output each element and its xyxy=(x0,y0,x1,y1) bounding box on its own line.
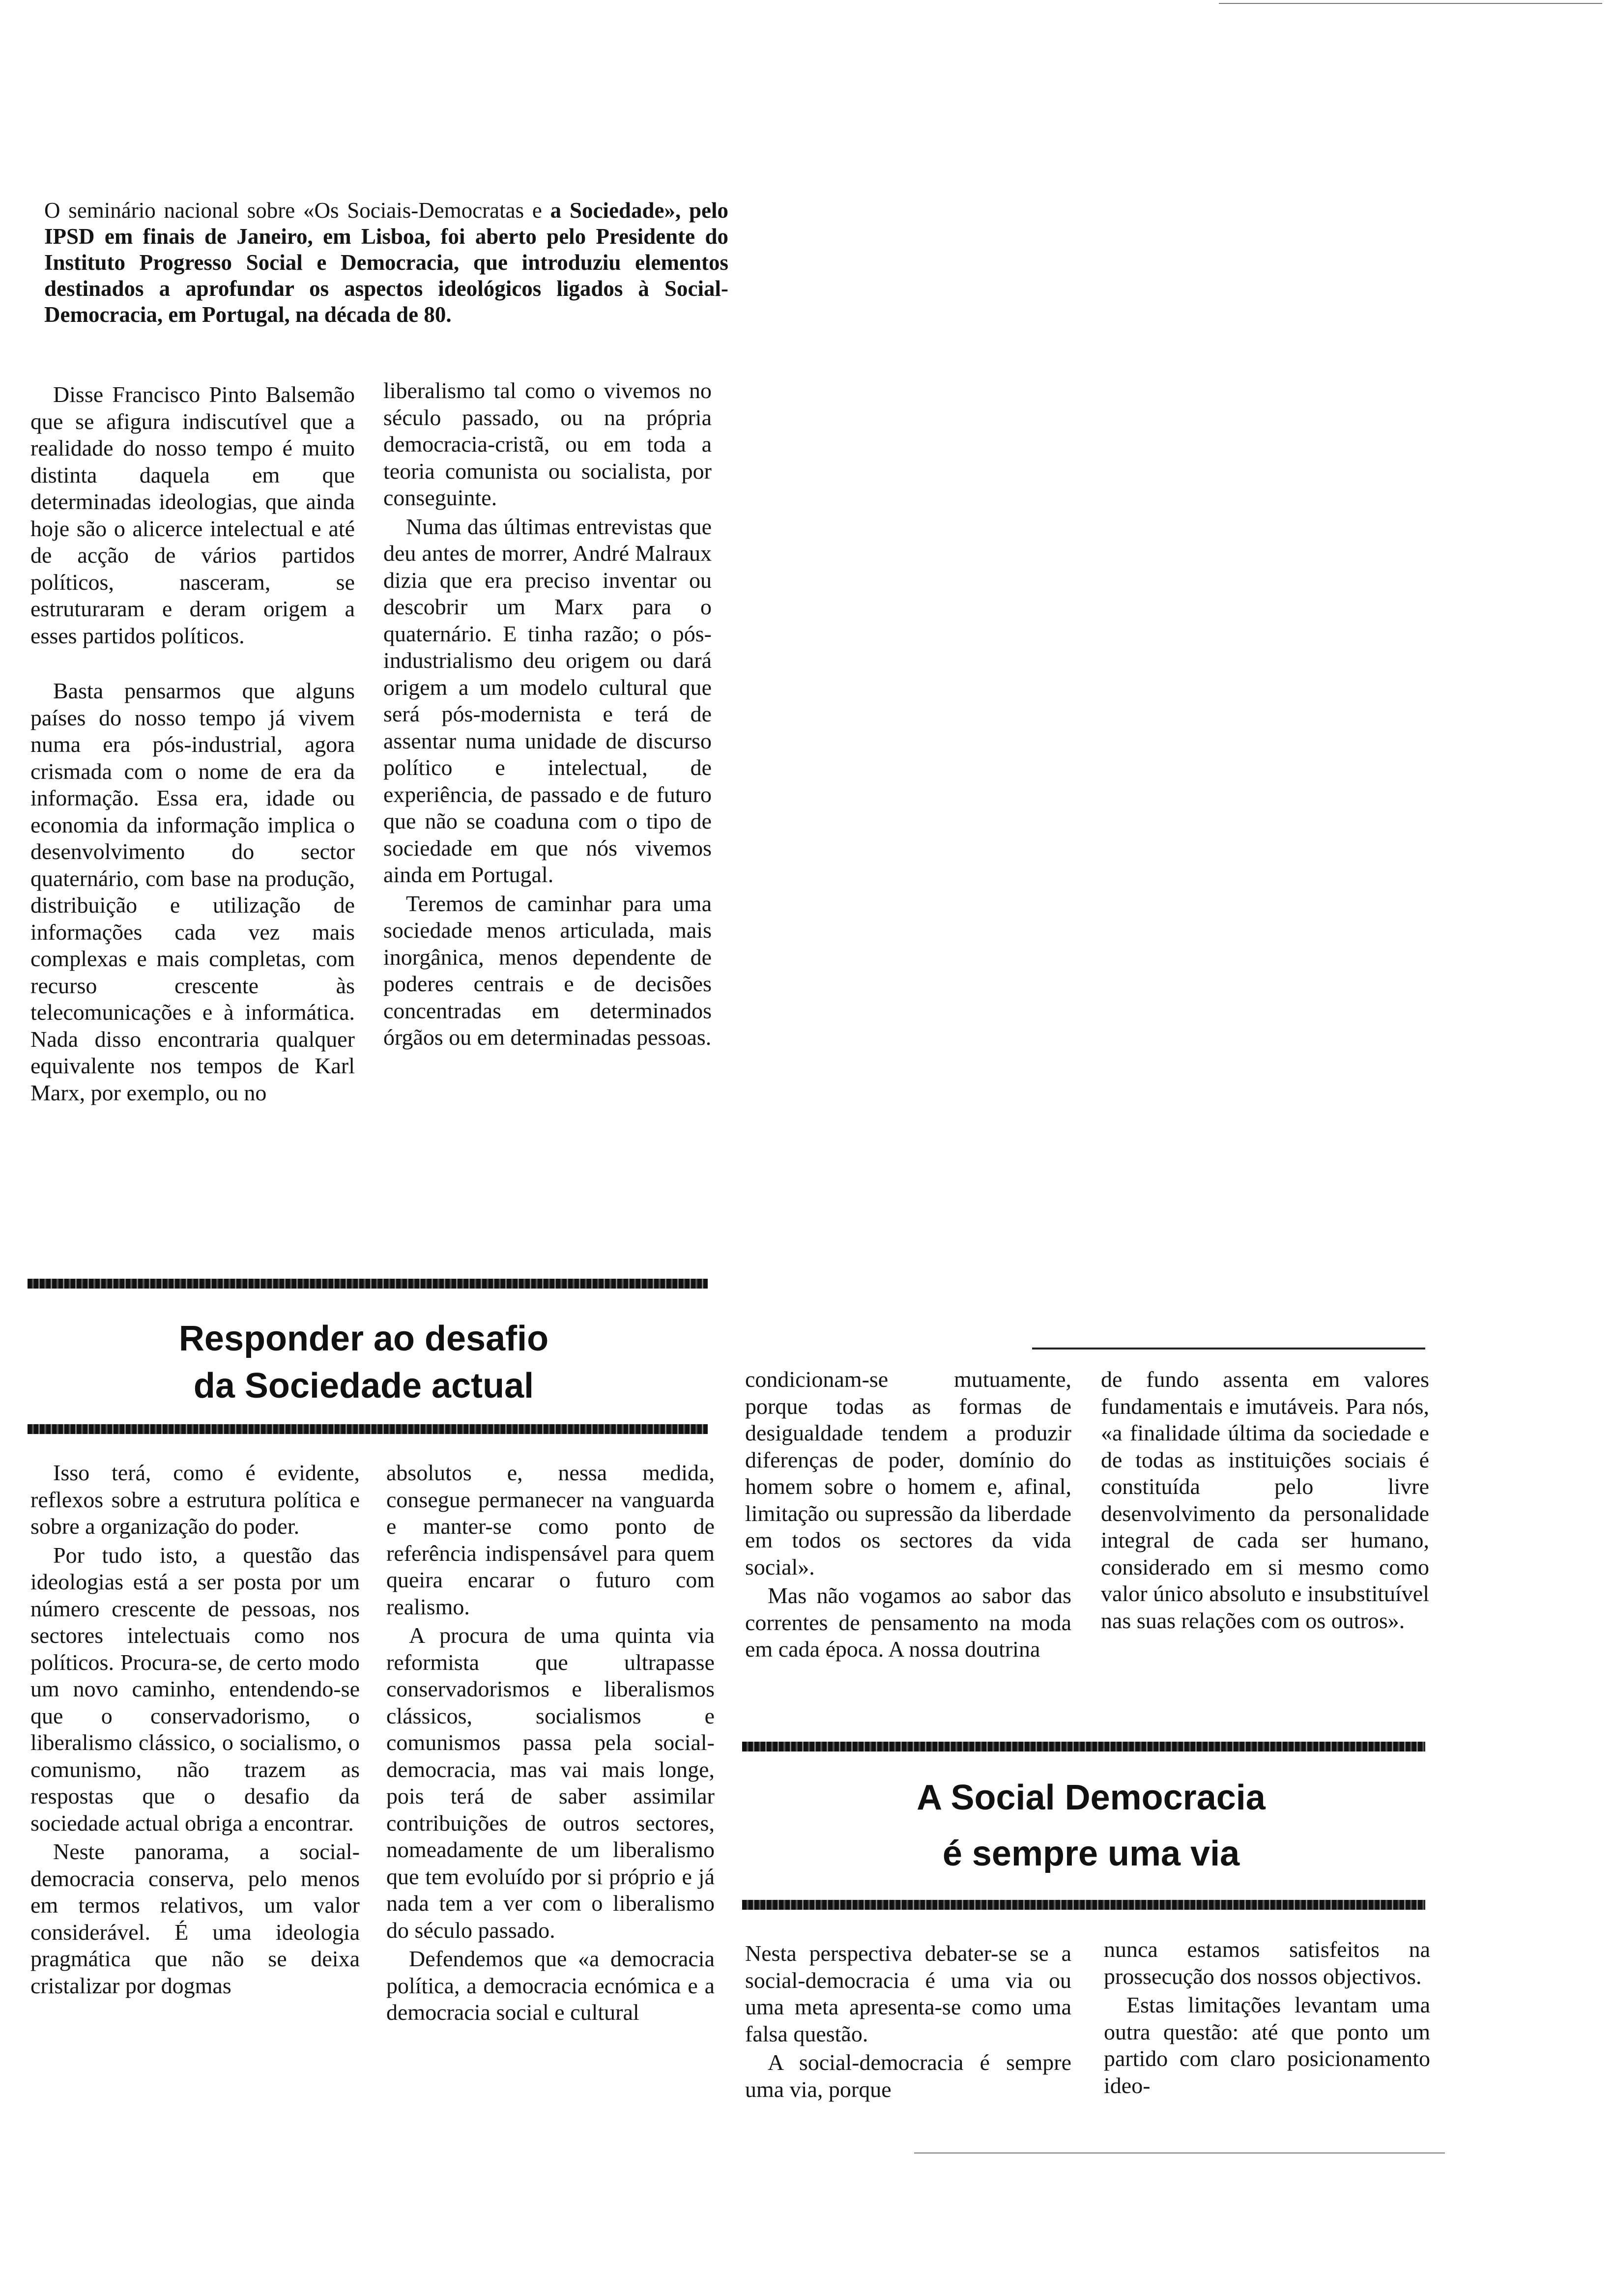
top-right-column xyxy=(383,377,712,1051)
paragraph: de fundo assenta em valores fundamentais e imutáveis. Para nós, «a finalidade última da sociedade e de todas as instituições sociais é constituída pelo livre desenvolvimento da personalidade integral de cada ser humano, considerado em si mesmo como valor único absoluto e insubstituível nas suas relações com os outros». xyxy=(1101,1367,1429,1633)
paragraph: Teremos de caminhar para uma sociedade menos articulada, mais inorgânica, menos dependente de poderes centrais e de decisões concentradas em determinados órgãos ou em determinadas pessoas. xyxy=(383,890,712,1050)
decorative-rule xyxy=(742,1742,1425,1751)
top-corner-rule xyxy=(1219,3,1602,4)
headline-line: da Sociedade actual xyxy=(193,1366,534,1406)
decorative-rule xyxy=(1032,1348,1425,1349)
lead-rest: a Sociedade», pelo IPSD em finais de Janeiro, em Lisboa, foi aberto pelo Presidente do Instituto Progresso Social e Democracia, que introduziu elementos destinados a aprofundar os aspectos ideológicos ligados à Social-Democracia, em Portugal, na década de 80. xyxy=(44,198,728,327)
paragraph: condicionam-se mutuamente, porque todas as formas de desigualdade tendem a produzir diferenças de poder, domínio do homem sobre o homem e, afinal, limitação ou supressão da liberdade em todos os sectores da vida social». xyxy=(745,1367,1071,1579)
headline-responder xyxy=(64,1315,663,1409)
paragraph: Nesta perspectiva debater-se se a social-democracia é uma via ou uma meta apresenta-se como uma falsa questão. xyxy=(745,1941,1071,2046)
bottom-column-2 xyxy=(386,1460,715,2026)
paragraph: A procura de uma quinta via reformista que ultrapasse conservadorismos e liberalismos clássicos, socialismos e comunismos passa pela social-democracia, mas vai mais longe, pois terá de saber assimilar contribuições de outros sectores, nomeadamente de um liberalismo que tem evoluído por si próprio e já nada tem a ver com o liberalismo do século passado. xyxy=(386,1623,715,1943)
paragraph: Neste panorama, a social-democracia conserva, pelo menos em termos relativos, um valor considerável. É uma ideologia pragmática que não se deixa cristalizar por dogmas xyxy=(30,1839,360,1998)
final-column-1 xyxy=(745,1940,1071,2103)
decorative-rule xyxy=(742,1900,1425,1910)
paragraph: Isso terá, como é evidente, reflexos sobre a estrutura política e sobre a organização do poder. xyxy=(30,1460,360,1539)
headline-line: A Social Democracia xyxy=(917,1778,1266,1817)
headline-social-democracia xyxy=(767,1774,1415,1877)
paragraph: Basta pensarmos que alguns países do nosso tempo já vivem numa era pós-industrial, agora crismada com o nome de era da informação. Essa era, idade ou economia da informação implica o desenvolvimento do sector quaternário, com base na produção, distribuição e utilização de informações cada vez mais complexas e mais completas, com recurso crescente às telecomunicações e à informática. Nada disso encontraria qualquer equivalente nos tempos de Karl Marx, por exemplo, ou no xyxy=(30,678,355,1105)
paragraph: Defendemos que «a democracia política, a democracia ecnómica e a democracia social e cultural xyxy=(386,1946,715,2025)
bottom-column-4 xyxy=(1101,1366,1429,1634)
decorative-rule xyxy=(28,1279,708,1289)
paragraph: Disse Francisco Pinto Balsemão que se afigura indiscutível que a realidade do nosso tempo é muito distinta daquela em que determinadas ideologias, que ainda hoje são o alicerce intelectual e até de acção de vários partidos políticos, nasceram, se estruturaram e deram origem a esses partidos políticos. xyxy=(30,382,355,648)
paragraph: Por tudo isto, a questão das ideologias está a ser posta por um número crescente de pessoas, nos sectores intelectuais como nos políticos. Procura-se, de certo modo um novo caminho, entendendo-se que o conservadorismo, o liberalismo clássico, o socialismo, o comunismo, não trazem as respostas que o desafio da sociedade actual obriga a encontrar. xyxy=(30,1542,360,1836)
paragraph: Mas não vogamos ao sabor das correntes de pensamento na moda em cada época. A nossa doutrina xyxy=(745,1583,1071,1662)
bottom-column-3 xyxy=(745,1366,1071,1663)
bottom-rule xyxy=(914,2152,1445,2153)
paragraph: Numa das últimas entrevistas que deu antes de morrer, André Malraux dizia que era preciso inventar ou descobrir um Marx para o quaternário. E tinha razão; o pós-industrialismo deu origem ou dará origem a um modelo cultural que será pós-modernista e terá de assentar numa unidade de discurso político e intelectual, de experiência, de passado e de futuro que não se coaduna com o tipo de sociedade em que nós vivemos ainda em Portugal. xyxy=(383,514,712,887)
paragraph: liberalismo tal como o vivemos no século passado, ou na própria democracia-cristã, ou em toda a teoria comunista ou socialista, por conseguinte. xyxy=(383,378,712,510)
lead-first-line: O seminário nacional sobre «Os Sociais-Democratas e xyxy=(44,198,542,223)
paragraph: absolutos e, nessa medida, consegue permanecer na vanguarda e manter-se como ponto de referência indispensável para quem queira encarar o futuro com realismo. xyxy=(386,1460,715,1619)
bottom-column-1 xyxy=(30,1460,360,1999)
decorative-rule xyxy=(28,1424,708,1434)
paragraph: nunca estamos satisfeitos na prossecução dos nossos objectivos. xyxy=(1104,1937,1430,1989)
headline-line: Responder ao desafio xyxy=(178,1319,549,1358)
headline-line: é sempre uma via xyxy=(942,1834,1240,1873)
paragraph: Estas limitações levantam uma outra questão: até que ponto um partido com claro posicionamento ideo- xyxy=(1104,1992,1430,2098)
top-left-column xyxy=(30,381,355,1106)
final-column-2 xyxy=(1104,1936,1430,2099)
lead-paragraph xyxy=(44,198,728,328)
paragraph: A social-democracia é sempre uma via, porque xyxy=(745,2050,1071,2102)
